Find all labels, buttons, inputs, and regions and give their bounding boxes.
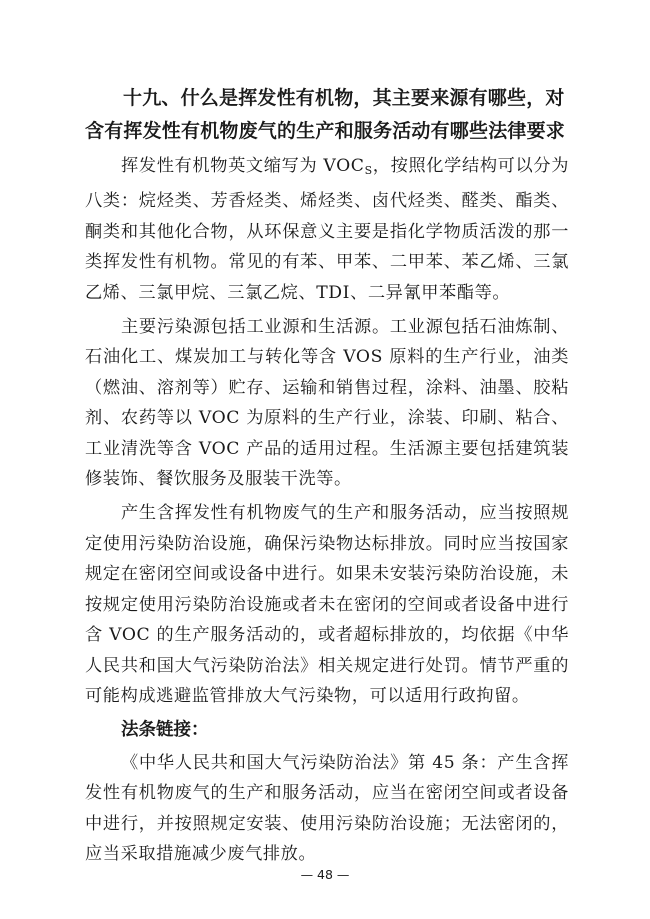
paragraph-legal-requirements: 产生含挥发性有机物废气的生产和服务活动，应当按照规定使用污染防治设施，确保污染物达标排放。同时应当按国家规定在密闭空间或设备中进行。如果未安装污染防治设施，未按规定使用污染防治设施或者未在密闭的空间或者设备中进行含 VOC 的生产服务活动的，或者超标排放的，均依据《中华人民共和国大气污染防治法》相关规定进行处罚。情节严重的可能构成逃避监管排放大气污染物，可以适用行政拘留。 [85,503,569,706]
voc-definition-text-start: 挥发性有机物英文缩写为 VOC [121,156,365,176]
paragraph-pollution-sources: 主要污染源包括工业源和生活源。工业源包括石油炼制、石油化工、煤炭加工与转化等含 VOS 原料的生产行业，油类（燃油、溶剂等）贮存、运输和销售过程，涂料、油墨、胶粘剂、农药等以 VOC 为原料的生产行业，涂装、印刷、粘合、工业清洗等含 VOC 产品的适用过程。生活源主要包括建筑装修装饰、餐饮服务及服装干洗等。 [85,317,569,490]
voc-subscript: S [364,164,373,177]
page-number: — 48 — [300,867,350,882]
voc-definition-text-rest: ，按照化学结构可以分为八类：烷烃类、芳香烃类、烯烃类、卤代烃类、醛类、酯类、酮类和其他化合物，从环保意义主要是指化学物质活泼的那一类挥发性有机物。常见的有苯、甲苯、二甲苯、苯乙烯、三氯乙烯、三氯甲烷、三氯乙烷、TDI、二异氰甲苯酯等。 [85,156,569,303]
section-heading: 十九、什么是挥发性有机物，其主要来源有哪些，对含有挥发性有机物废气的生产和服务活动有哪些法律要求 [85,87,566,142]
paragraph-law-article: 《中华人民共和国大气污染防治法》第 45 条：产生含挥发性有机物废气的生产和服务活动，应当在密闭空间或者设备中进行，并按照规定安装、使用污染防治设施；无法密闭的，应当采取措施减少废气排放。 [85,752,569,864]
document-body [85,82,569,869]
law-link-subheading: 法条链接： [121,720,209,741]
paragraph-voc-definition [85,151,569,308]
